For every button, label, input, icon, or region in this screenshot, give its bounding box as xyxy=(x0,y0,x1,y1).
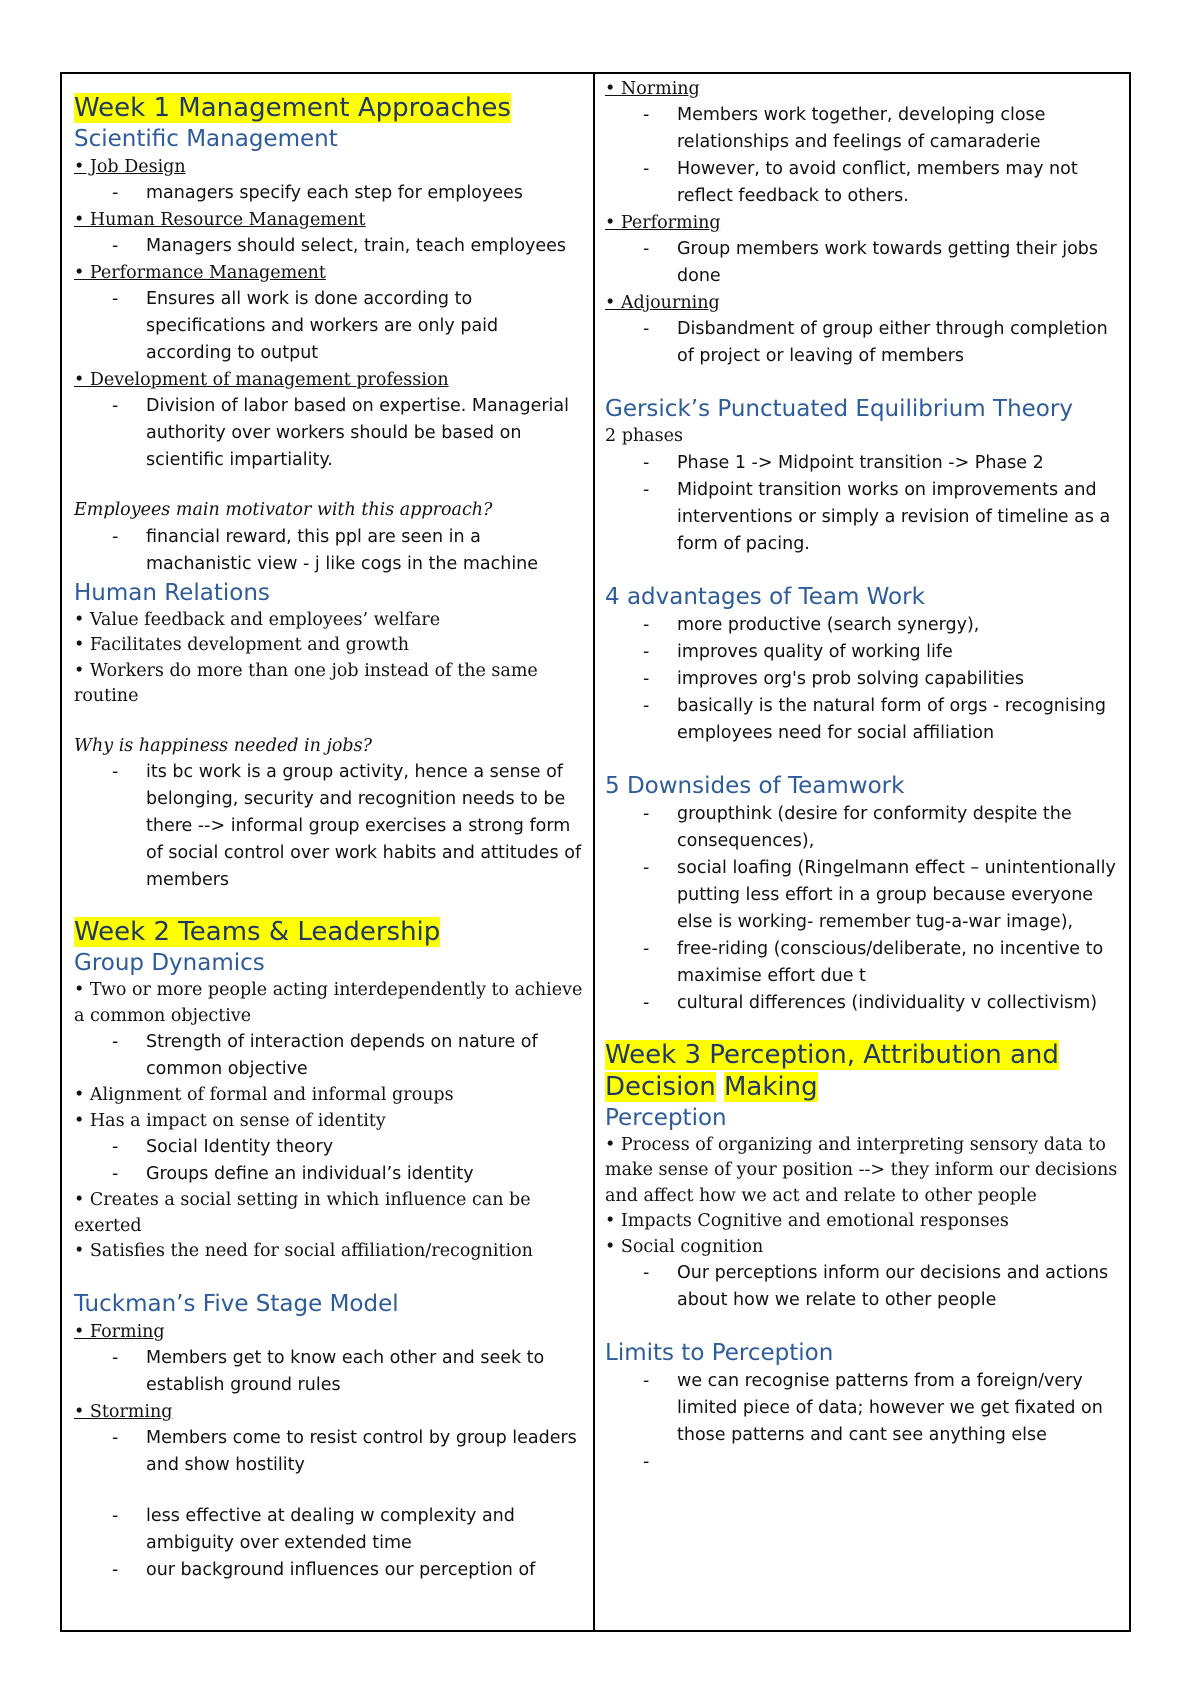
list-item: - Group members work towards getting their jobs done xyxy=(605,236,1121,290)
list-item: - free-riding (conscious/deliberate, no incentive to maximise effort due t xyxy=(605,936,1121,990)
list-item: - improves quality of working life xyxy=(605,639,1121,666)
human-bullet: • Facilitates development and growth xyxy=(74,635,410,655)
group-bullet: • Satisfies the need for social affiliation/recognition xyxy=(74,1241,533,1261)
limits-heading: Limits to Perception xyxy=(605,1340,834,1366)
week2-title: Week 2 Teams & Leadership xyxy=(74,917,441,947)
list-item: - we can recognise patterns from a foreign/very limited piece of data; however we get fixated on those patterns and cant see anything else xyxy=(605,1368,1121,1449)
list-item: - its bc work is a group activity, hence a sense of belonging, security and recognition needs to be there --> informal group exercises a strong form of social control over work habits and attitudes of members xyxy=(74,759,585,894)
perf-label: • Performance Management xyxy=(74,263,326,283)
social-cognition-list xyxy=(605,1260,1121,1314)
list-item: - Midpoint transition works on improvements and interventions or simply a revision of timeline as a form of pacing. xyxy=(605,477,1121,558)
perf-list xyxy=(74,286,585,367)
performing-label: • Performing xyxy=(605,213,721,233)
limits-list xyxy=(605,1368,1121,1476)
group-bullet: • Two or more people acting interdependently to achieve a common objective xyxy=(74,980,583,1026)
motivator-question: Employees main motivator with this approach? xyxy=(74,500,493,520)
list-item: - Ensures all work is done according to specifications and workers are only paid according to output xyxy=(74,286,585,367)
list-item: - However, to avoid conflict, members may not reflect feedback to others. xyxy=(605,156,1121,210)
storming-list xyxy=(74,1425,585,1584)
human-bullet: • Value feedback and employees’ welfare xyxy=(74,609,441,630)
human-relations-heading: Human Relations xyxy=(74,579,270,606)
phases-label: 2 phases xyxy=(605,426,683,446)
tuckman-heading: Tuckman’s Five Stage Model xyxy=(74,1290,399,1317)
downsides-heading: 5 Downsides of Teamwork xyxy=(605,772,905,799)
group-list xyxy=(74,1029,585,1083)
list-item: - our background influences our perception of xyxy=(74,1557,585,1584)
happiness-list xyxy=(74,759,585,894)
gersick-heading: Gersick’s Punctuated Equilibrium Theory xyxy=(605,396,1073,422)
performing-list xyxy=(605,236,1121,290)
scientific-heading: Scientific Management xyxy=(74,126,338,152)
forming-label: • Forming xyxy=(74,1321,165,1342)
notes-table xyxy=(60,72,1131,1632)
job-design-label: • Job Design xyxy=(74,157,186,177)
group-bullet: • Creates a social setting in which influence can be exerted xyxy=(74,1190,531,1236)
storming-label: • Storming xyxy=(74,1401,173,1422)
left-column xyxy=(62,74,595,1630)
list-item: - Groups define an individual’s identity xyxy=(74,1161,585,1188)
downsides-list xyxy=(605,801,1121,1017)
list-item: - Managers should select, train, teach employees xyxy=(74,233,585,260)
list-item: - Our perceptions inform our decisions and actions about how we relate to other people xyxy=(605,1260,1121,1314)
list-item xyxy=(605,1449,1121,1476)
list-item: - Phase 1 -> Midpoint transition -> Phase 2 xyxy=(605,450,1121,477)
list-item: - financial reward, this ppl are seen in a machanistic view - j like cogs in the machine xyxy=(74,524,585,578)
hrm-list xyxy=(74,233,585,260)
list-item: - Social Identity theory xyxy=(74,1134,585,1161)
group-dynamics-heading: Group Dynamics xyxy=(74,950,265,976)
right-column xyxy=(595,74,1129,1630)
list-item: - less effective at dealing w complexity and ambiguity over extended time xyxy=(74,1503,585,1557)
job-design-list xyxy=(74,180,585,207)
dev-label: • Development of management profession xyxy=(74,370,449,390)
forming-list xyxy=(74,1345,585,1399)
list-item: - cultural differences (individuality v collectivism) xyxy=(605,990,1121,1017)
list-item: - improves org's prob solving capabilities xyxy=(605,666,1121,693)
perception-bullet: • Impacts Cognitive and emotional responses xyxy=(605,1211,1009,1231)
happiness-question: Why is happiness needed in jobs? xyxy=(74,735,372,756)
week3-title: Week 3 Perception, Attribution and Decision Making xyxy=(605,1039,1059,1102)
list-item: - managers specify each step for employees xyxy=(74,180,585,207)
list-item: - groupthink (desire for conformity despite the consequences), xyxy=(605,801,1121,855)
week1-title: Week 1 Management Approaches xyxy=(74,93,511,123)
adjourning-list xyxy=(605,316,1121,370)
advantages-list xyxy=(605,612,1121,747)
perception-heading: Perception xyxy=(605,1104,727,1131)
group-bullet: • Has a impact on sense of identity xyxy=(74,1110,386,1131)
hrm-label: • Human Resource Management xyxy=(74,210,366,230)
gersick-list xyxy=(605,450,1121,558)
norming-list xyxy=(605,102,1121,210)
norming-label: • Norming xyxy=(605,79,700,99)
list-item: - Division of labor based on expertise. Managerial authority over workers should be based on scientific impartiality. xyxy=(74,393,585,474)
list-item: - basically is the natural form of orgs - recognising employees need for social affiliation xyxy=(605,693,1121,747)
identity-list xyxy=(74,1134,585,1188)
list-item: - more productive (search synergy), xyxy=(605,612,1121,639)
adjourning-label: • Adjourning xyxy=(605,293,720,313)
human-bullet: • Workers do more than one job instead of the same routine xyxy=(74,660,538,706)
list-item: - social loafing (Ringelmann effect – unintentionally putting less effort in a group because everyone else is working- remember tug-a-war image), xyxy=(605,855,1121,936)
dev-list xyxy=(74,393,585,474)
list-item: - Members come to resist control by group leaders and show hostility xyxy=(74,1425,585,1479)
perception-bullet: • Process of organizing and interpreting sensory data to make sense of your position --> they inform our decisions and affect how we act and relate to other people xyxy=(605,1134,1118,1206)
list-item: - Disbandment of group either through completion of project or leaving of members xyxy=(605,316,1121,370)
perception-bullet: • Social cognition xyxy=(605,1236,764,1257)
motivator-list xyxy=(74,524,585,578)
list-item: - Members work together, developing close relationships and feelings of camaraderie xyxy=(605,102,1121,156)
group-bullet: • Alignment of formal and informal groups xyxy=(74,1085,454,1105)
list-item: - Strength of interaction depends on nature of common objective xyxy=(74,1029,585,1083)
list-item: - Members get to know each other and seek to establish ground rules xyxy=(74,1345,585,1399)
advantages-heading: 4 advantages of Team Work xyxy=(605,583,925,610)
